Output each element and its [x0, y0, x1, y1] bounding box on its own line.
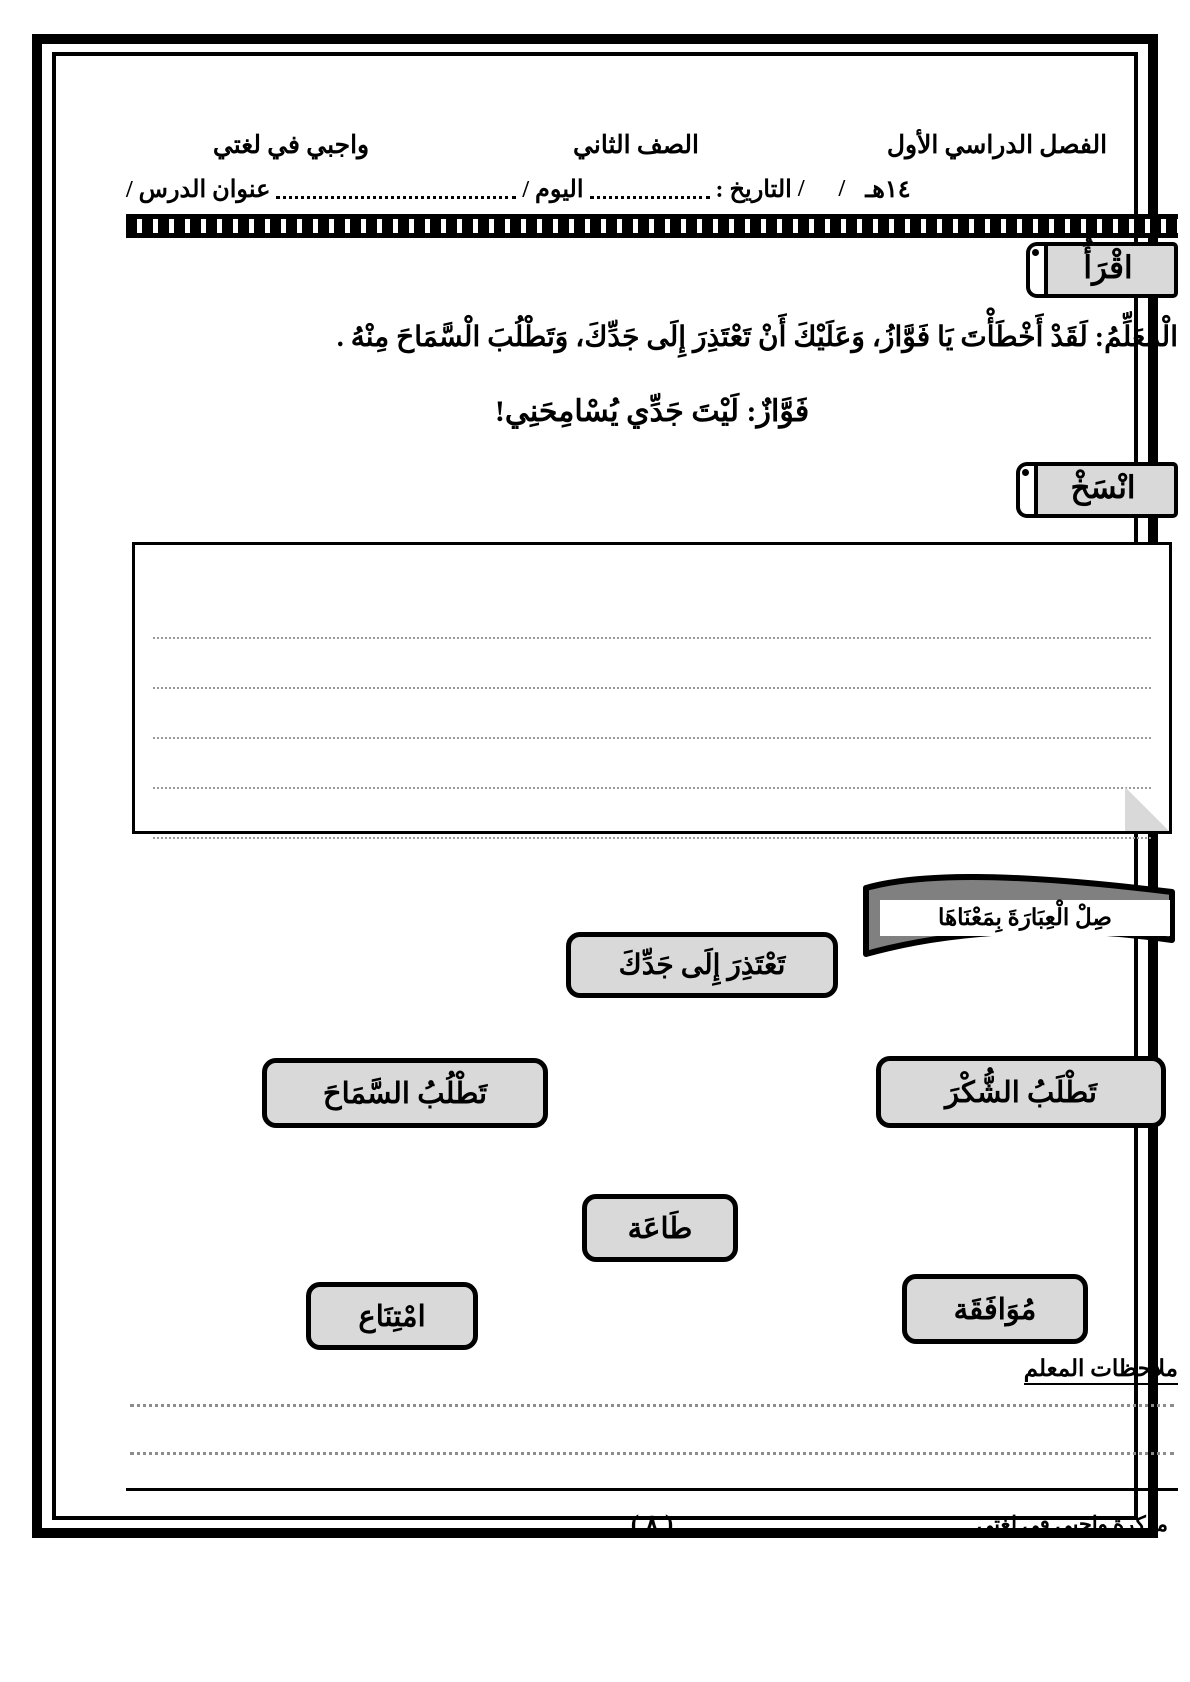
passage-line-student: فَوَّازٌ: لَيْتَ جَدِّي يُسْامِحَنِي! [494, 395, 810, 428]
lesson-title-input[interactable] [276, 180, 516, 199]
page-footer [126, 1504, 1178, 1544]
writing-line[interactable] [153, 789, 1151, 839]
booklet-name: مذكرة واجبي في لغتي [976, 1511, 1168, 1536]
header-subject-title: واجبي في لغتي [212, 132, 370, 159]
date-label: التاريخ : [715, 176, 792, 203]
hijri-year: ١٤هـ [865, 176, 911, 203]
date-input[interactable]: / / [797, 175, 860, 202]
page-number: ( ٨ ) [630, 1511, 674, 1538]
double-rule-divider [126, 214, 1178, 238]
writing-line[interactable] [153, 589, 1151, 639]
section-badge-copy-label: انْسَخْ [1070, 470, 1136, 505]
header-term: الفصل الدراسي الأول [886, 132, 1108, 159]
match-card[interactable]: تَعْتَذِرَ إِلَى جَدِّكَ [566, 932, 838, 998]
match-card[interactable]: طَاعَة [582, 1194, 738, 1262]
page-fold-corner-icon [1125, 787, 1169, 831]
passage-line-teacher: الْمُعَلِّمُ: لَقَدْ أَخْطَأْتَ يَا فَوَّازُ، وَعَلَيْكَ أَنْ تَعْتَذِرَ إِلَى جَدِّكَ، وَتَطْلُبَ الْسَّمَاحَ مِنْهُ . [336, 322, 1178, 353]
section-banner-match [860, 874, 1178, 960]
teacher-notes-line[interactable] [130, 1404, 1174, 1407]
page-content [126, 122, 1178, 1564]
teacher-notes-line[interactable] [130, 1452, 1174, 1455]
page-border-inner [52, 52, 1178, 1538]
day-label: اليوم / [522, 176, 584, 203]
teacher-notes-title: ملاحظات المعلم [1024, 1356, 1178, 1385]
section-banner-match-label: صِلْ الْعِبَارَةَ بِمَعْنَاهَا [880, 900, 1170, 936]
footer-divider [126, 1488, 1178, 1491]
header-fields-row [126, 168, 1178, 210]
copy-writing-lines [153, 589, 1151, 839]
scroll-curl-icon [1016, 462, 1038, 518]
match-card[interactable]: تَطْلُبُ السَّمَاحَ [262, 1058, 548, 1128]
match-card[interactable]: تَطْلَبُ الشُّكْرَ [876, 1056, 1166, 1128]
lesson-title-label: عنوان الدرس / [126, 176, 271, 203]
writing-line[interactable] [153, 739, 1151, 789]
section-badge-read [1038, 242, 1178, 298]
copy-writing-box[interactable] [132, 542, 1172, 834]
match-card[interactable]: مُوَافَقَة [902, 1274, 1088, 1344]
writing-line[interactable] [153, 639, 1151, 689]
writing-line[interactable] [153, 689, 1151, 739]
header-top-row [126, 126, 1178, 164]
section-badge-copy [1028, 462, 1178, 518]
header-grade: الصف الثاني [573, 132, 699, 159]
section-badge-read-label: اقْرَأُ [1083, 250, 1133, 285]
match-card[interactable]: امْتِنَاع [306, 1282, 478, 1350]
day-input[interactable] [590, 180, 710, 199]
scroll-curl-icon [1026, 242, 1048, 298]
